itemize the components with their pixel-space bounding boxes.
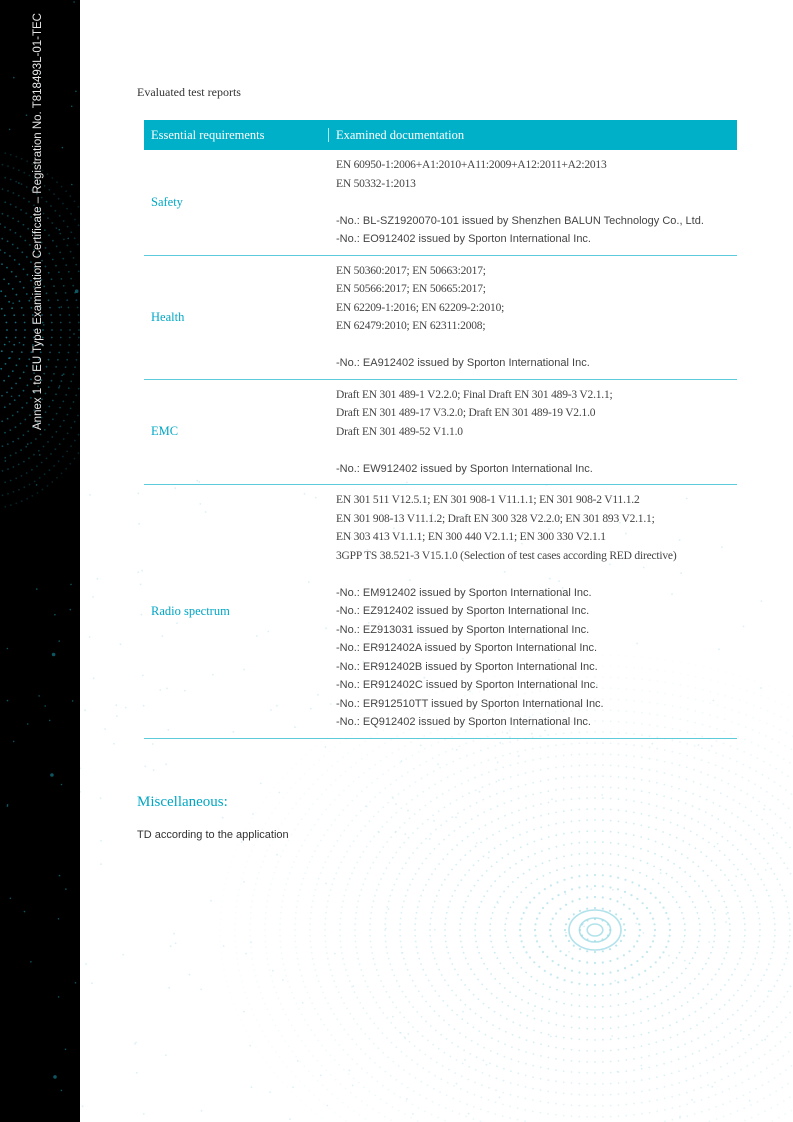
standard-line: Draft EN 301 489-1 V2.2.0; Final Draft EN 301 489-3 V2.1.1; xyxy=(336,388,613,401)
certificate-registration-label: Annex 1 to EU Type Examination Certificate – Registration No. T818493L-01-TEC xyxy=(32,13,44,430)
test-report-line: -No.: EZ913031 issued by Sporton International Inc. xyxy=(336,623,590,636)
test-report-line: -No.: EM912402 issued by Sporton International Inc. xyxy=(336,586,592,599)
requirement-category: EMC xyxy=(151,424,179,439)
header-essential-requirements: Essential requirements xyxy=(144,128,329,142)
test-report-line: -No.: ER912402A issued by Sporton International Inc. xyxy=(336,642,598,654)
test-report-line: -No.: EW912402 issued by Sporton International Inc. xyxy=(336,462,593,475)
spacer-line xyxy=(336,336,590,355)
standard-line: EN 303 413 V1.1.1; EN 300 440 V2.1.1; EN 300 330 V2.1.1 xyxy=(336,531,606,543)
test-report-line: -No.: EA912402 issued by Sporton International Inc. xyxy=(336,357,590,369)
test-report-line: -No.: ER912510TT issued by Sporton International Inc. xyxy=(336,697,604,710)
test-report-line: -No.: ER912402C issued by Sporton International Inc. xyxy=(336,679,599,691)
test-report-line: -No.: ER912402B issued by Sporton International Inc. xyxy=(336,660,598,673)
table-row xyxy=(144,485,737,739)
table-row xyxy=(144,256,737,380)
standard-line: EN 50332-1:2013 xyxy=(336,177,416,190)
standard-line: EN 301 908-13 V11.1.2; Draft EN 300 328 V2.2.0; EN 301 893 V2.1.1; xyxy=(336,512,655,525)
header-examined-documentation: Examined documentation xyxy=(336,127,465,142)
sidebar-band xyxy=(0,0,80,1122)
spacer-line xyxy=(336,441,613,460)
test-report-line: -No.: BL-SZ1920070-101 issued by Shenzhen BALUN Technology Co., Ltd. xyxy=(336,214,704,227)
standard-line: EN 301 511 V12.5.1; EN 301 908-1 V11.1.1; EN 301 908-2 V11.1.2 xyxy=(336,494,640,506)
table-row xyxy=(144,380,737,486)
standard-line: Draft EN 301 489-52 V1.1.0 xyxy=(336,425,463,438)
table-row xyxy=(144,150,737,256)
documentation-cell xyxy=(336,150,704,255)
requirement-category: Radio spectrum xyxy=(151,603,230,618)
standard-line: Draft EN 301 489-17 V3.2.0; Draft EN 301 489-19 V2.1.0 xyxy=(336,407,596,419)
table-body xyxy=(144,150,737,739)
documentation-cell xyxy=(336,256,590,379)
test-report-line: -No.: EQ912402 issued by Sporton International Inc. xyxy=(336,716,591,728)
spacer-line xyxy=(336,193,704,212)
test-report-line: -No.: EZ912402 issued by Sporton International Inc. xyxy=(336,605,590,617)
requirement-category: Health xyxy=(151,309,185,324)
documentation-cell xyxy=(336,380,613,485)
requirement-category: Safety xyxy=(151,194,183,209)
standard-line: EN 62209-1:2016; EN 62209-2:2010; xyxy=(336,301,505,314)
test-reports-table xyxy=(144,120,737,739)
standard-line: EN 62479:2010; EN 62311:2008; xyxy=(336,320,486,332)
standard-line: EN 50360:2017; EN 50663:2017; xyxy=(336,264,486,277)
miscellaneous-title: Miscellaneous: xyxy=(137,794,228,810)
section-title: Evaluated test reports xyxy=(137,85,241,99)
test-report-line: -No.: EO912402 issued by Sporton International Inc. xyxy=(336,233,591,245)
standard-line: EN 60950-1:2006+A1:2010+A11:2009+A12:2011+A2:2013 xyxy=(336,159,607,171)
standard-line: 3GPP TS 38.521-3 V15.1.0 (Selection of test cases according RED directive) xyxy=(336,549,677,562)
documentation-cell xyxy=(336,485,676,738)
miscellaneous-text: TD according to the application xyxy=(137,829,289,841)
table-header xyxy=(144,120,737,150)
standard-line: EN 50566:2017; EN 50665:2017; xyxy=(336,283,486,295)
spacer-line xyxy=(336,565,676,584)
